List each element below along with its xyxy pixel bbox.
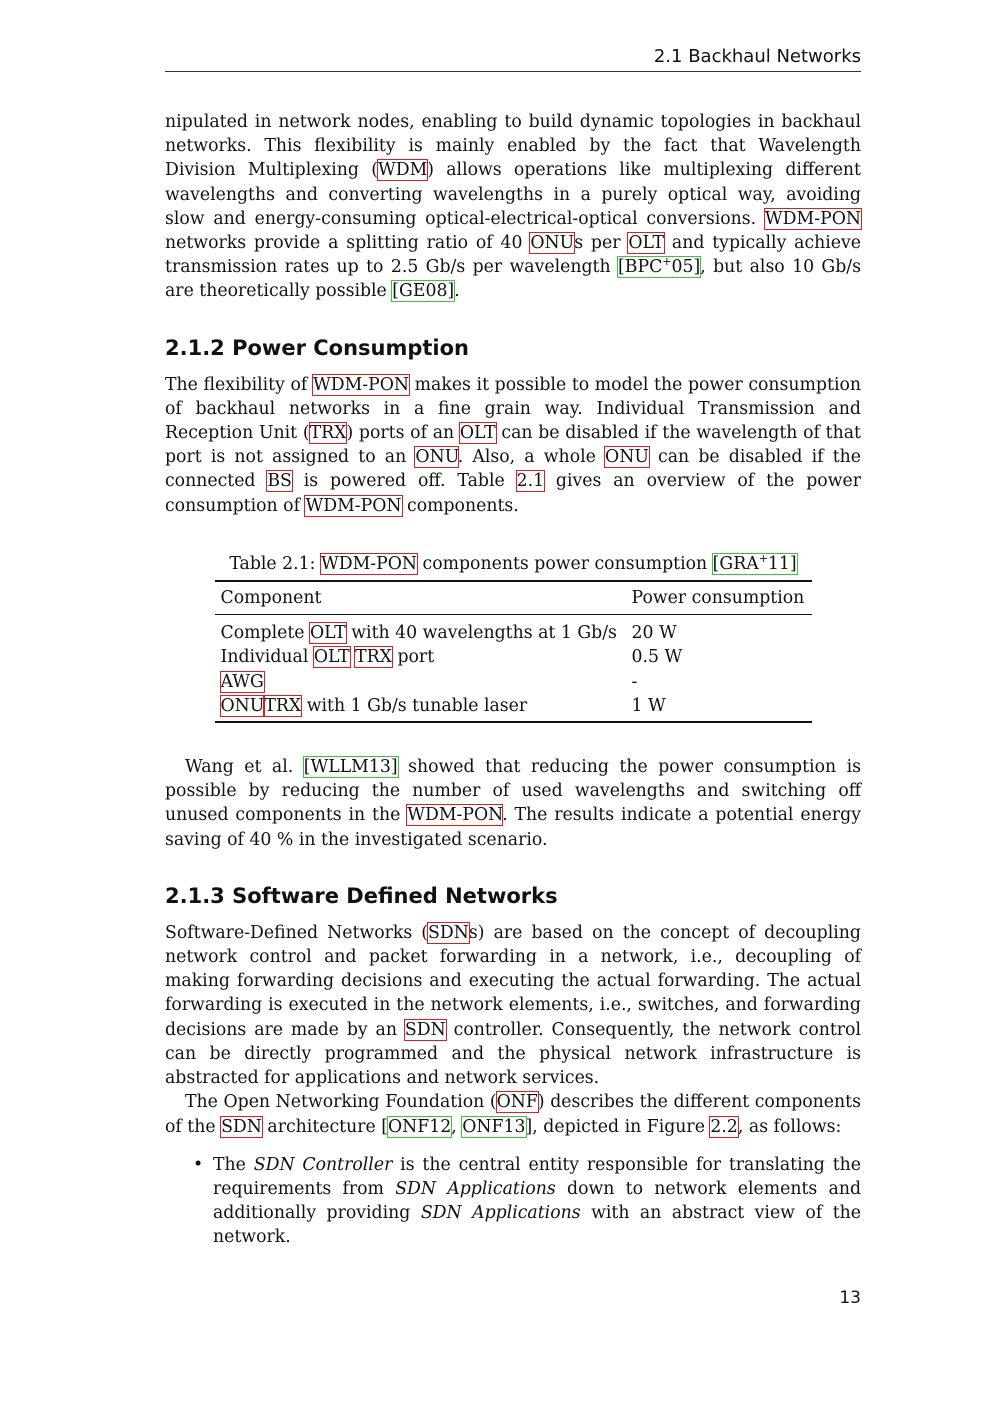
onf-paragraph: The Open Networking Foundation (ONF) describes the different components of the SDN architecture [ONF12, ONF13], depicted in Figure 2.2, as follows:: [165, 1092, 861, 1137]
sdn-components-list: [165, 1153, 861, 1250]
cell-component: ONUTRX with 1 Gb/s tunable laser: [220, 695, 528, 716]
acronym-link-trx[interactable]: TRX: [355, 647, 392, 668]
power-consumption-table-block: [215, 552, 812, 723]
column-header-power: Power consumption: [626, 581, 812, 615]
table-caption: Table 2.1: WDM-PON components power consumption [GRA+11]: [229, 552, 797, 574]
sdn-paragraph: Software-Defined Networks (SDNs) are based on the concept of decoupling network control and packet forwarding in a network, i.e., decoupling of making forwarding decisions and executing the actual forwarding. The actual forwarding is executed in the network elements, i.e., switches, and forwarding decisions are made by an SDN controller. Consequently, the network control can be directly programmed and the physical network infrastructure is abstracted for applications and network services.: [165, 922, 861, 1089]
acronym-link-onu[interactable]: ONU: [605, 447, 649, 468]
running-header: 2.1 Backhaul Networks: [653, 46, 861, 67]
acronym-link-wdm[interactable]: WDM: [377, 160, 428, 181]
citation-link-onf13[interactable]: ONF13: [462, 1116, 526, 1137]
acronym-link-wdm-pon[interactable]: WDM-PON: [764, 208, 861, 229]
section-heading-power-consumption: 2.1.2 Power Consumption: [165, 335, 469, 360]
citation-link-ge08[interactable]: [GE08]: [392, 281, 455, 302]
column-header-component: Component: [215, 581, 626, 615]
list-item: • The SDN Controller is the central entity responsible for translating the requirements from SDN Applications down to network elements and additionally providing SDN Applications with an abstract view of the network.: [193, 1154, 862, 1248]
acronym-link-wdm-pon[interactable]: WDM-PON: [305, 495, 402, 516]
acronym-link-sdn[interactable]: SDN: [428, 922, 469, 943]
acronym-link-onu[interactable]: ONU: [530, 233, 575, 254]
citation-link-onf12[interactable]: ONF12: [387, 1116, 452, 1137]
acronym-link-wdm-pon[interactable]: WDM-PON: [407, 805, 503, 826]
table-header-row: [215, 581, 812, 615]
power-consumption-paragraph: The flexibility of WDM-PON makes it possible to model the power consumption of backhaul networks in a fine grain way. Individual Transmission and Reception Unit (TRX) ports of an OLT can be disabled if the wavelength of that port is not assigned to an ONU. Also, a whole ONU can be disabled if the connected BS is powered off. Table 2.1 gives an overview of the power consumption of WDM-PON components.: [165, 374, 862, 516]
citation-link-wllm13[interactable]: [WLLM13]: [303, 757, 398, 778]
table-row: [215, 645, 812, 669]
bullet-icon: •: [193, 1154, 204, 1175]
acronym-link-wdm-pon[interactable]: WDM-PON: [320, 553, 418, 574]
table-row: [215, 670, 812, 694]
body-text: [165, 110, 861, 1250]
acronym-link-trx[interactable]: TRX: [264, 695, 302, 716]
section-heading-software-defined-networks: 2.1.3 Software Defined Networks: [165, 883, 558, 908]
citation-link-gra11[interactable]: [GRA+11]: [712, 552, 797, 574]
cell-power: 20 W: [631, 623, 677, 644]
acronym-link-trx[interactable]: TRX: [309, 423, 347, 444]
wang-paragraph: Wang et al. [WLLM13] showed that reducing the power consumption is possible by reducing the number of used wavelengths and switching off unused components in the WDM-PON. The results indicate a potential energy saving of 40 % in the investigated scenario.: [165, 757, 861, 850]
figure-ref-link[interactable]: 2.2: [710, 1116, 738, 1137]
acronym-link-onf[interactable]: ONF: [496, 1092, 538, 1113]
intro-paragraph: nipulated in network nodes, enabling to build dynamic topologies in backhaul networks. This flexibility is mainly enabled by the fact that Wavelength Division Multiplexing (WDM) allows operations like multiplexing different wavelengths and converting wavelengths in a purely optical way, avoiding slow and energy-consuming optical-electrical-optical conversions. WDM-PON networks provide a splitting ratio of 40 ONUs per OLT and typically achieve transmission rates up to 2.5 Gb/s per wavelength [BPC+05], but also 10 Gb/s are theoretically possible [GE08].: [165, 112, 862, 302]
header-rule: [165, 71, 861, 72]
acronym-link-sdn[interactable]: SDN: [221, 1116, 262, 1137]
cell-power: 1 W: [631, 695, 666, 716]
cell-component: Individual OLT TRX port: [220, 647, 435, 668]
table-row: [215, 615, 812, 646]
citation-link-bpc05[interactable]: [BPC+05]: [618, 255, 701, 278]
acronym-link-wdm-pon[interactable]: WDM-PON: [312, 374, 410, 395]
acronym-link-olt[interactable]: OLT: [459, 423, 496, 444]
page-number: 13: [839, 1288, 861, 1308]
acronym-link-onu[interactable]: ONU: [220, 695, 265, 716]
acronym-link-awg[interactable]: AWG: [220, 671, 264, 692]
acronym-link-olt[interactable]: OLT: [313, 647, 350, 668]
acronym-link-bs[interactable]: BS: [267, 471, 292, 492]
acronym-link-olt[interactable]: OLT: [310, 623, 346, 644]
cell-component: [215, 670, 626, 694]
table-row: [215, 694, 812, 722]
cell-component: Complete OLT with 40 wavelengths at 1 Gb/s: [220, 623, 617, 644]
acronym-link-onu[interactable]: ONU: [415, 447, 458, 468]
acronym-link-olt[interactable]: OLT: [628, 233, 665, 254]
cell-power: -: [631, 671, 638, 692]
power-consumption-table: [215, 580, 812, 723]
acronym-link-sdn[interactable]: SDN: [404, 1019, 446, 1040]
table-ref-link[interactable]: 2.1: [516, 471, 545, 492]
cell-power: 0.5 W: [631, 647, 683, 668]
